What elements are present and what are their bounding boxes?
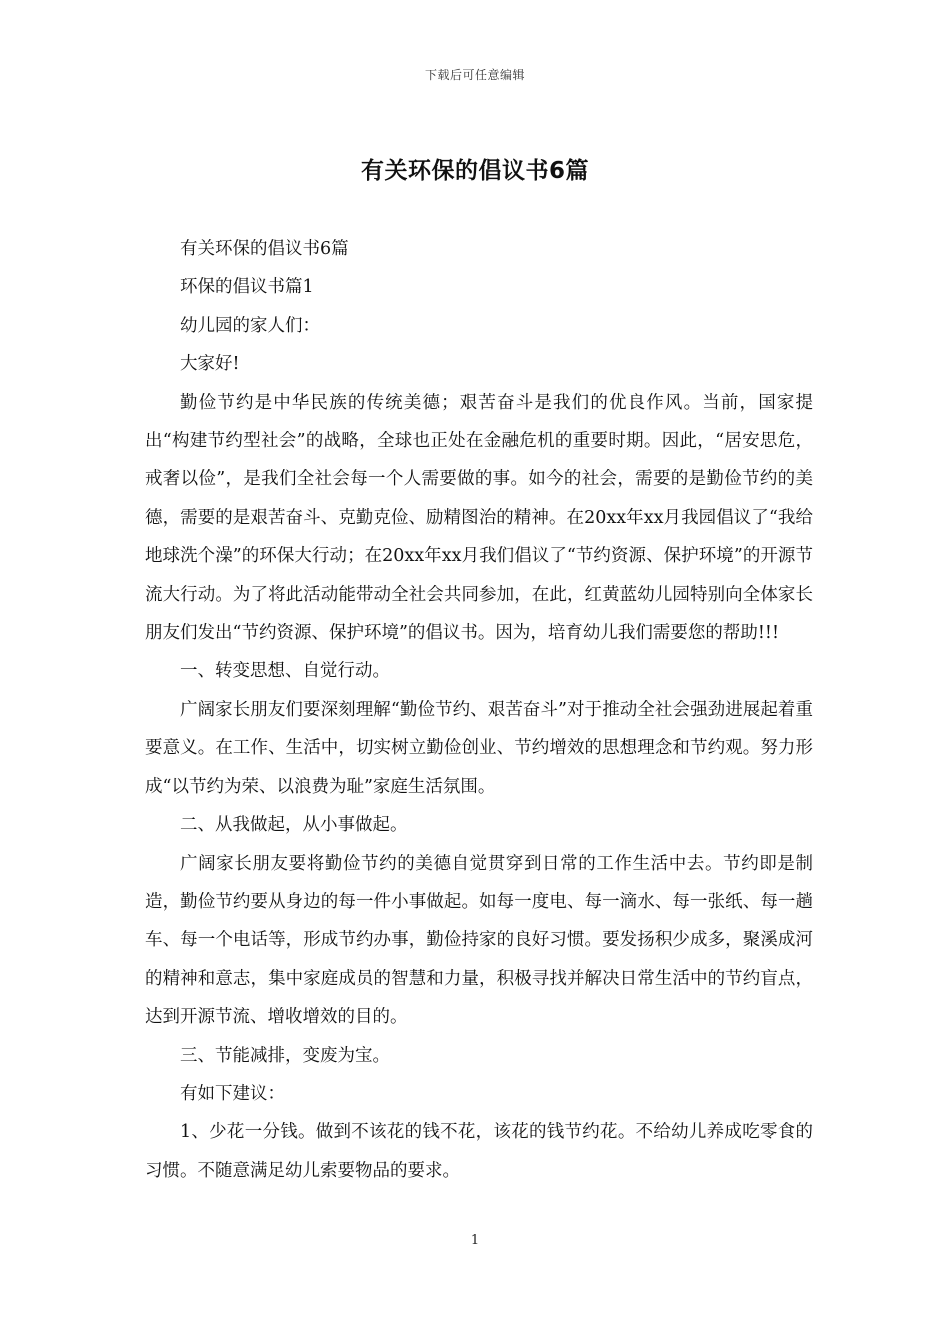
paragraph-subtitle: 有关环保的倡议书6篇 (180, 239, 349, 259)
page-number: 1 (470, 1233, 480, 1248)
paragraph-point-1-heading: 一、转变思想、自觉行动。 (180, 661, 390, 682)
paragraph-greeting: 大家好! (180, 354, 240, 375)
paragraph-suggestions-intro: 有如下建议： (180, 1083, 285, 1104)
paragraph-point-3-heading: 三、节能减排，变废为宝。 (180, 1045, 390, 1066)
header-note: 下载后可任意编辑 (424, 68, 525, 82)
paragraph-point-1-body: 广阔家长朋友们要深刻理解“勤俭节约、艰苦奋斗”对于推动全社会强劲进展起着重要意义。在工作、生活中，切实树立勤俭创业、节约增效的思想理念和节约观。努力形成“以节约为荣、以浪费为耻”家庭生活氛围。 (145, 699, 813, 797)
paragraph-point-2-heading: 二、从我做起，从小事做起。 (180, 815, 408, 836)
paragraph-intro: 勤俭节约是中华民族的传统美德；艰苦奋斗是我们的优良作风。当前，国家提出“构建节约型社会”的战略，全球也正处在金融危机的重要时期。因此，“居安思危，戒奢以俭”，是我们全社会每一个人需要做的事。如今的社会，需要的是勤俭节约的美德，需要的是艰苦奋斗、克勤克俭、励精图治的精神。在20xx年xx月我园倡议了“我给地球洗个澡”的环保大行动；在20xx年xx月我们倡议了“节约资源、保护环境”的开源节流大行动。为了将此活动能带动全社会共同参加，在此，红黄蓝幼儿园特别向全体家长朋友们发出“节约资源、保护环境”的倡议书。因为，培育幼儿我们需要您的帮助!!! (145, 392, 813, 644)
document-body (145, 230, 813, 1190)
document-title: 有关环保的倡议书6篇 (360, 158, 589, 184)
paragraph-section-heading: 环保的倡议书篇1 (180, 277, 314, 298)
paragraph-point-2-body: 广阔家长朋友要将勤俭节约的美德自觉贯穿到日常的工作生活中去。节约即是制造，勤俭节约要从身边的每一件小事做起。如每一度电、每一滴水、每一张纸、每一趟车、每一个电话等，形成节约办事，勤俭持家的良好习惯。要发扬积少成多，聚溪成河的精神和意志，集中家庭成员的智慧和力量，积极寻找并解决日常生活中的节约盲点，达到开源节流、增收增效的目的。 (145, 853, 813, 1028)
paragraph-salutation: 幼儿园的家人们： (180, 315, 320, 336)
paragraph-suggestion-1: 1、少花一分钱。做到不该花的钱不花，该花的钱节约花。不给幼儿养成吃零食的习惯。不随意满足幼儿索要物品的要求。 (145, 1122, 813, 1181)
